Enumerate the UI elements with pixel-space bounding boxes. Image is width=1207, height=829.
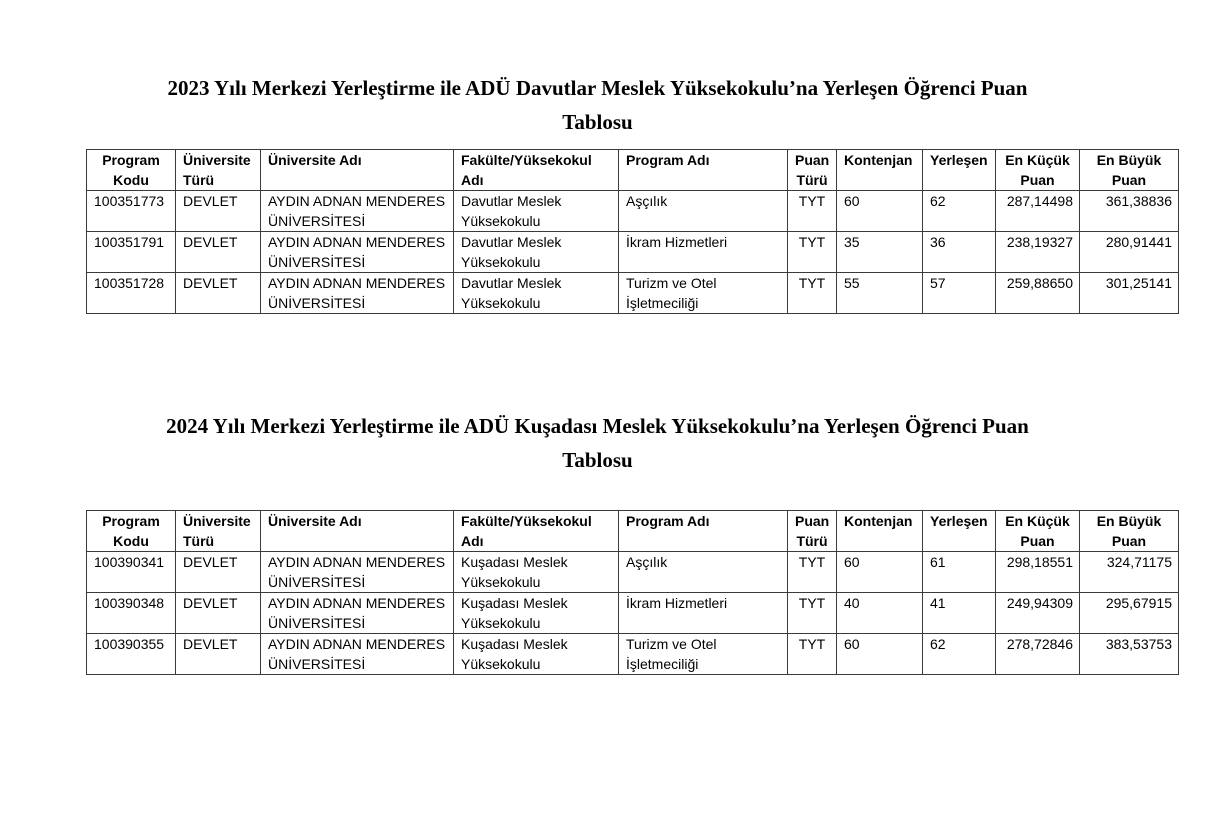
cell-universite-adi: AYDIN ADNAN MENDERES ÜNİVERSİTESİ [261, 273, 454, 314]
cell-en-kucuk-puan: 259,88650 [996, 273, 1080, 314]
cell-program-kodu: 100351773 [87, 191, 176, 232]
cell-yerlesen: 62 [923, 191, 996, 232]
cell-kontenjan: 60 [837, 191, 923, 232]
header-en-buyuk-puan: En Büyük Puan [1080, 511, 1179, 552]
header-fakulte: Fakülte/Yüksekokul Adı [454, 511, 619, 552]
header-program-kodu: Program Kodu [87, 511, 176, 552]
section2-title-line2: Tablosu [562, 448, 633, 472]
cell-en-buyuk-puan: 280,91441 [1080, 232, 1179, 273]
header-en-buyuk-puan: En Büyük Puan [1080, 150, 1179, 191]
cell-fakulte: Kuşadası Meslek Yüksekokulu [454, 634, 619, 675]
cell-fakulte: Kuşadası Meslek Yüksekokulu [454, 593, 619, 634]
cell-yerlesen: 41 [923, 593, 996, 634]
section1-title-line1: 2023 Yılı Merkezi Yerleştirme ile ADÜ Davutlar Meslek Yüksekokulu’na Yerleşen Öğrenci Puan [167, 76, 1028, 100]
cell-yerlesen: 62 [923, 634, 996, 675]
cell-yerlesen: 36 [923, 232, 996, 273]
cell-program-adi: Turizm ve Otel İşletmeciliği [619, 634, 788, 675]
header-universite-adi: Üniversite Adı [261, 150, 454, 191]
header-yerlesen: Yerleşen [923, 511, 996, 552]
header-universite-turu: Üniversite Türü [176, 150, 261, 191]
header-universite-turu: Üniversite Türü [176, 511, 261, 552]
cell-universite-adi: AYDIN ADNAN MENDERES ÜNİVERSİTESİ [261, 634, 454, 675]
cell-program-kodu: 100351728 [87, 273, 176, 314]
cell-en-kucuk-puan: 278,72846 [996, 634, 1080, 675]
cell-en-kucuk-puan: 238,19327 [996, 232, 1080, 273]
cell-fakulte: Davutlar Meslek Yüksekokulu [454, 232, 619, 273]
table-header-row [87, 150, 1179, 191]
header-program-adi: Program Adı [619, 511, 788, 552]
cell-en-kucuk-puan: 298,18551 [996, 552, 1080, 593]
cell-universite-turu: DEVLET [176, 232, 261, 273]
cell-puan-turu: TYT [788, 191, 837, 232]
cell-puan-turu: TYT [788, 552, 837, 593]
cell-yerlesen: 57 [923, 273, 996, 314]
table-row [87, 273, 1179, 314]
cell-kontenjan: 35 [837, 232, 923, 273]
cell-puan-turu: TYT [788, 593, 837, 634]
cell-program-adi: İkram Hizmetleri [619, 593, 788, 634]
header-fakulte: Fakülte/Yüksekokul Adı [454, 150, 619, 191]
table-row [87, 634, 1179, 675]
cell-universite-turu: DEVLET [176, 593, 261, 634]
table-header-row [87, 511, 1179, 552]
header-en-kucuk-puan: En Küçük Puan [996, 150, 1080, 191]
cell-kontenjan: 60 [837, 552, 923, 593]
cell-yerlesen: 61 [923, 552, 996, 593]
cell-en-kucuk-puan: 249,94309 [996, 593, 1080, 634]
cell-program-adi: Turizm ve Otel İşletmeciliği [619, 273, 788, 314]
cell-en-kucuk-puan: 287,14498 [996, 191, 1080, 232]
table-row [87, 191, 1179, 232]
table-row [87, 552, 1179, 593]
cell-universite-adi: AYDIN ADNAN MENDERES ÜNİVERSİTESİ [261, 191, 454, 232]
cell-puan-turu: TYT [788, 232, 837, 273]
header-puan-turu: Puan Türü [788, 511, 837, 552]
score-table-2024 [86, 510, 1179, 675]
section1-title [0, 71, 1195, 139]
cell-fakulte: Davutlar Meslek Yüksekokulu [454, 191, 619, 232]
table-row [87, 593, 1179, 634]
cell-puan-turu: TYT [788, 273, 837, 314]
header-puan-turu: Puan Türü [788, 150, 837, 191]
cell-en-buyuk-puan: 383,53753 [1080, 634, 1179, 675]
section1-title-line2: Tablosu [562, 110, 633, 134]
cell-program-adi: Aşçılık [619, 191, 788, 232]
cell-puan-turu: TYT [788, 634, 837, 675]
cell-program-kodu: 100390341 [87, 552, 176, 593]
cell-universite-adi: AYDIN ADNAN MENDERES ÜNİVERSİTESİ [261, 552, 454, 593]
header-universite-adi: Üniversite Adı [261, 511, 454, 552]
cell-fakulte: Davutlar Meslek Yüksekokulu [454, 273, 619, 314]
cell-kontenjan: 60 [837, 634, 923, 675]
cell-en-buyuk-puan: 361,38836 [1080, 191, 1179, 232]
cell-universite-adi: AYDIN ADNAN MENDERES ÜNİVERSİTESİ [261, 232, 454, 273]
cell-program-adi: Aşçılık [619, 552, 788, 593]
cell-universite-turu: DEVLET [176, 552, 261, 593]
cell-program-adi: İkram Hizmetleri [619, 232, 788, 273]
cell-program-kodu: 100351791 [87, 232, 176, 273]
cell-en-buyuk-puan: 301,25141 [1080, 273, 1179, 314]
table-row [87, 232, 1179, 273]
cell-universite-turu: DEVLET [176, 634, 261, 675]
cell-program-kodu: 100390355 [87, 634, 176, 675]
section2-title-line1: 2024 Yılı Merkezi Yerleştirme ile ADÜ Kuşadası Meslek Yüksekokulu’na Yerleşen Öğrenci Puan [166, 414, 1029, 438]
header-yerlesen: Yerleşen [923, 150, 996, 191]
cell-kontenjan: 40 [837, 593, 923, 634]
header-program-kodu: Program Kodu [87, 150, 176, 191]
header-program-adi: Program Adı [619, 150, 788, 191]
header-en-kucuk-puan: En Küçük Puan [996, 511, 1080, 552]
header-kontenjan: Kontenjan [837, 150, 923, 191]
section2-title [0, 409, 1195, 477]
cell-en-buyuk-puan: 295,67915 [1080, 593, 1179, 634]
cell-universite-turu: DEVLET [176, 191, 261, 232]
cell-fakulte: Kuşadası Meslek Yüksekokulu [454, 552, 619, 593]
cell-universite-turu: DEVLET [176, 273, 261, 314]
score-table-2023 [86, 149, 1179, 314]
cell-program-kodu: 100390348 [87, 593, 176, 634]
cell-universite-adi: AYDIN ADNAN MENDERES ÜNİVERSİTESİ [261, 593, 454, 634]
cell-kontenjan: 55 [837, 273, 923, 314]
cell-en-buyuk-puan: 324,71175 [1080, 552, 1179, 593]
header-kontenjan: Kontenjan [837, 511, 923, 552]
